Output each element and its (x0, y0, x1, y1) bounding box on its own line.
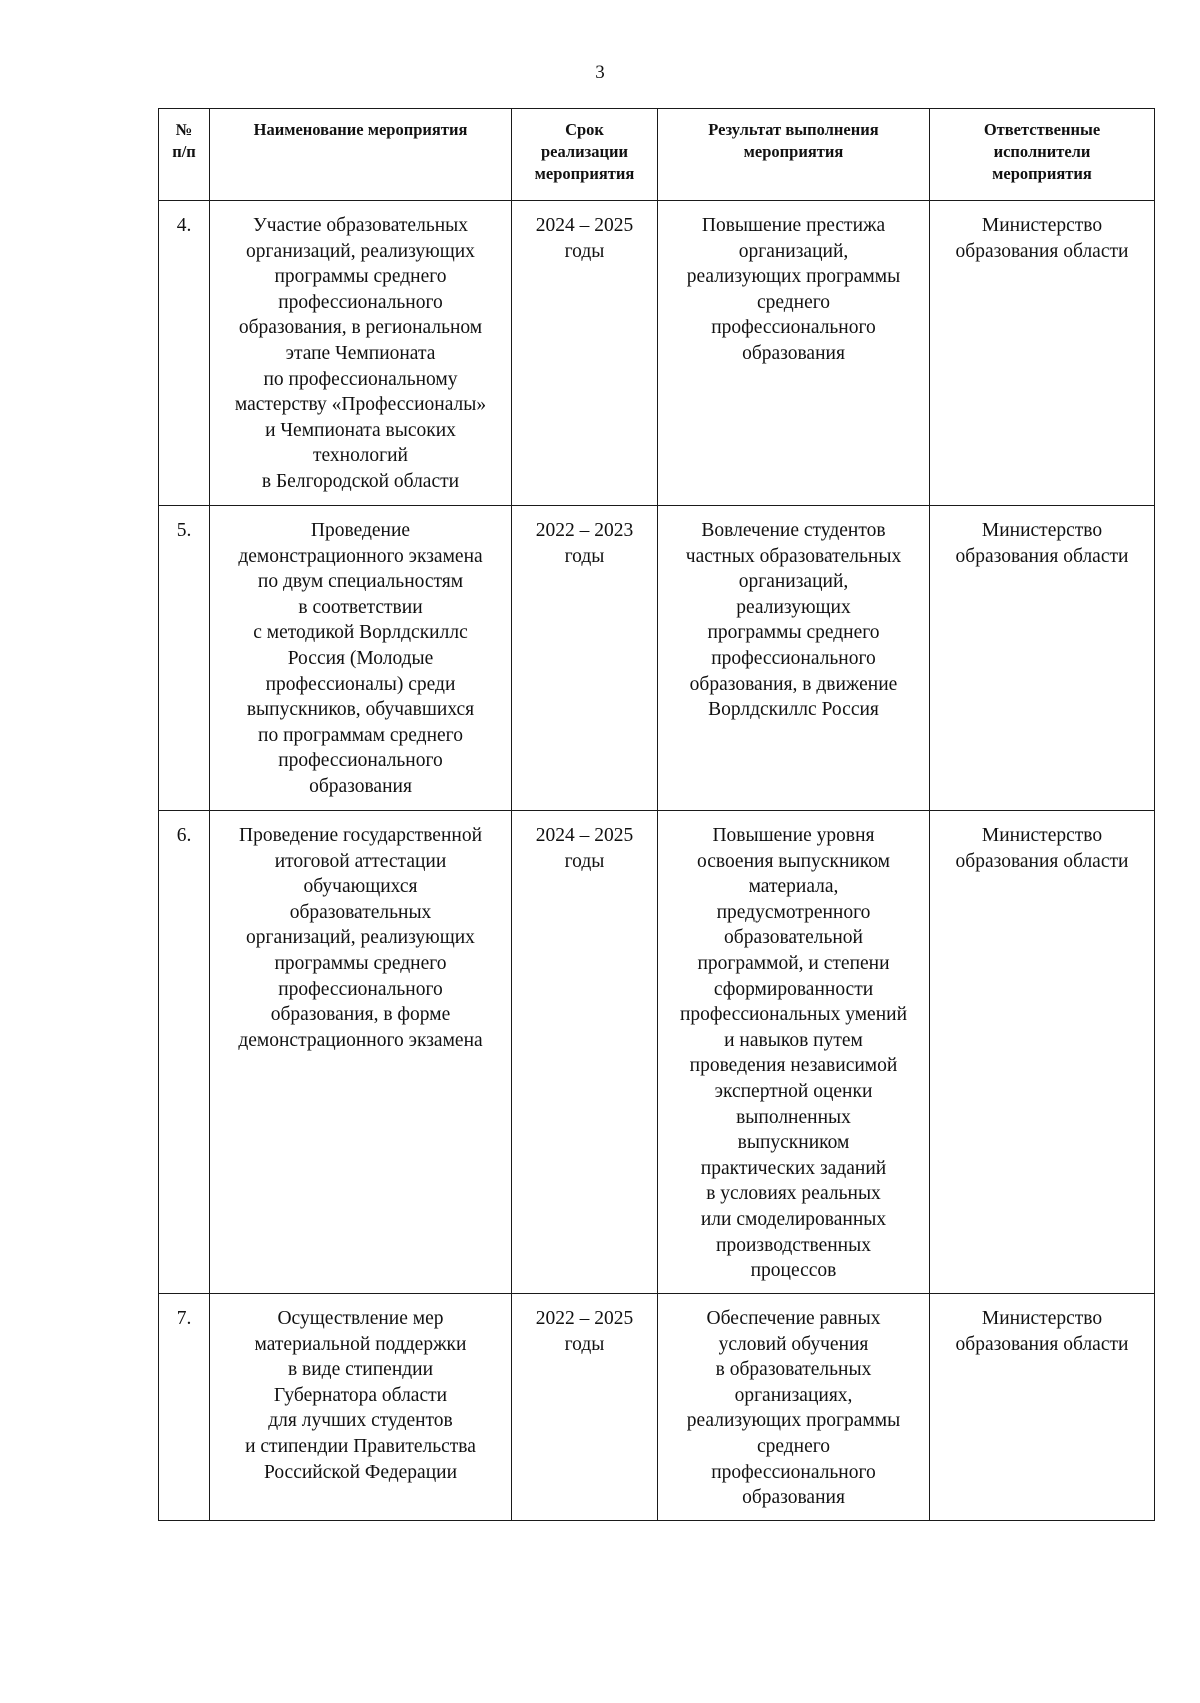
row-activity-name: Участие образовательных организаций, реализующих программы среднего профессионального образования, в региональном этапе Чемпионата по профессиональному мастерству «Профессионалы» и Чемпионата высоких технологий в Белгородской области (210, 201, 512, 506)
row-period: 2024 – 2025 годы (512, 811, 658, 1294)
header-period: Срок реализации мероприятия (512, 109, 658, 201)
row-period: 2022 – 2023 годы (512, 506, 658, 811)
row-period: 2022 – 2025 годы (512, 1294, 658, 1521)
header-number: № п/п (159, 109, 210, 201)
table-row (159, 1294, 1155, 1521)
header-result: Результат выполнения мероприятия (658, 109, 930, 201)
activities-table (158, 108, 1155, 1521)
header-activity-name: Наименование мероприятия (210, 109, 512, 201)
row-number: 7. (159, 1294, 210, 1521)
row-activity-name: Проведение демонстрационного экзамена по двум специальностям в соответствии с методикой Ворлдскиллс Россия (Молодые профессионалы) среди выпускников, обучавшихся по программам среднего профессионального образования (210, 506, 512, 811)
row-number: 6. (159, 811, 210, 1294)
header-responsible: Ответственные исполнители мероприятия (930, 109, 1155, 201)
row-number: 4. (159, 201, 210, 506)
row-activity-name: Осуществление мер материальной поддержки в виде стипендии Губернатора области для лучших студентов и стипендии Правительства Российской Федерации (210, 1294, 512, 1521)
table-row (159, 201, 1155, 506)
row-result: Повышение престижа организаций, реализующих программы среднего профессионального образования (658, 201, 930, 506)
row-result: Повышение уровня освоения выпускником материала, предусмотренного образовательной программой, и степени сформированности профессиональных умений и навыков путем проведения независимой экспертной оценки выполненных выпускником практических заданий в условиях реальных или смоделированных производственных процессов (658, 811, 930, 1294)
row-result: Вовлечение студентов частных образовательных организаций, реализующих программы среднего профессионального образования, в движение Ворлдскиллс Россия (658, 506, 930, 811)
page-number: 3 (595, 62, 605, 83)
row-responsible: Министерство образования области (930, 811, 1155, 1294)
row-activity-name: Проведение государственной итоговой аттестации обучающихся образовательных организаций, реализующих программы среднего профессионального образования, в форме демонстрационного экзамена (210, 811, 512, 1294)
row-responsible: Министерство образования области (930, 506, 1155, 811)
table-row (159, 811, 1155, 1294)
row-result: Обеспечение равных условий обучения в образовательных организациях, реализующих программы среднего профессионального образования (658, 1294, 930, 1521)
row-number: 5. (159, 506, 210, 811)
row-responsible: Министерство образования области (930, 1294, 1155, 1521)
table-header-row (159, 109, 1155, 201)
row-responsible: Министерство образования области (930, 201, 1155, 506)
table-row (159, 506, 1155, 811)
row-period: 2024 – 2025 годы (512, 201, 658, 506)
